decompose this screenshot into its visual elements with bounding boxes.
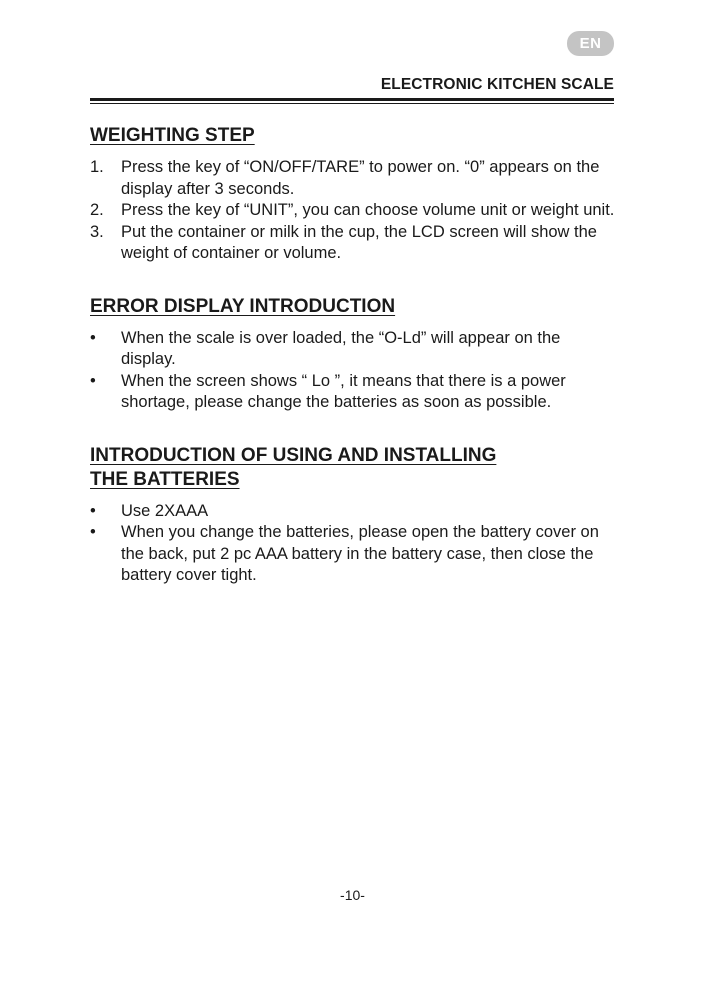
document-title: ELECTRONIC KITCHEN SCALE xyxy=(380,76,614,93)
list-item xyxy=(90,501,616,523)
bullet-marker: • xyxy=(90,501,96,520)
list-marker: 3. xyxy=(90,222,104,241)
section-error-display xyxy=(90,295,616,414)
list-item xyxy=(90,371,616,414)
heading-line: INTRODUCTION OF USING AND INSTALLING xyxy=(90,444,497,466)
bullet-marker: • xyxy=(90,328,96,347)
section-heading xyxy=(90,444,616,492)
bullet-list xyxy=(90,501,616,587)
header-rule-thick xyxy=(90,98,614,101)
list-item xyxy=(90,200,616,222)
section-heading xyxy=(90,124,616,148)
list-item xyxy=(90,328,616,371)
list-marker: 1. xyxy=(90,158,104,176)
bullet-list xyxy=(90,328,616,414)
bullet-marker: • xyxy=(90,371,96,390)
list-item-text: When you change the batteries, please open the battery cover on the back, put 2 pc AAA battery in the battery case, then close the battery cover tight. xyxy=(121,523,599,584)
page-number: -10- xyxy=(340,887,365,903)
list-item xyxy=(90,157,616,200)
section-heading xyxy=(90,295,616,319)
list-item-text: Put the container or milk in the cup, the LCD screen will show the weight of container or volume. xyxy=(121,222,597,262)
heading-line: ERROR DISPLAY INTRODUCTION xyxy=(90,295,396,317)
document-content xyxy=(90,124,616,617)
section-batteries xyxy=(90,444,616,587)
heading-line: WEIGHTING STEP xyxy=(90,125,255,146)
list-item xyxy=(90,222,616,265)
list-marker: 2. xyxy=(90,201,104,219)
section-weighting-step xyxy=(90,124,616,265)
heading-line: THE BATTERIES xyxy=(90,468,240,490)
list-item-text: When the scale is over loaded, the “O-Ld” will appear on the display. xyxy=(121,328,561,368)
numbered-list xyxy=(90,157,616,265)
bullet-marker: • xyxy=(90,523,96,541)
list-item-text: Press the key of “ON/OFF/TARE” to power on. “0” appears on the display after 3 seconds. xyxy=(121,158,600,198)
list-item-text: When the screen shows “ Lo ”, it means that there is a power shortage, please change the batteries as soon as possible. xyxy=(121,371,566,411)
list-item xyxy=(90,522,616,587)
list-item-text: Use 2XAAA xyxy=(121,501,209,520)
language-badge: EN xyxy=(567,31,614,56)
header-rule-thin xyxy=(90,103,614,104)
list-item-text: Press the key of “UNIT”, you can choose volume unit or weight unit. xyxy=(121,201,615,219)
